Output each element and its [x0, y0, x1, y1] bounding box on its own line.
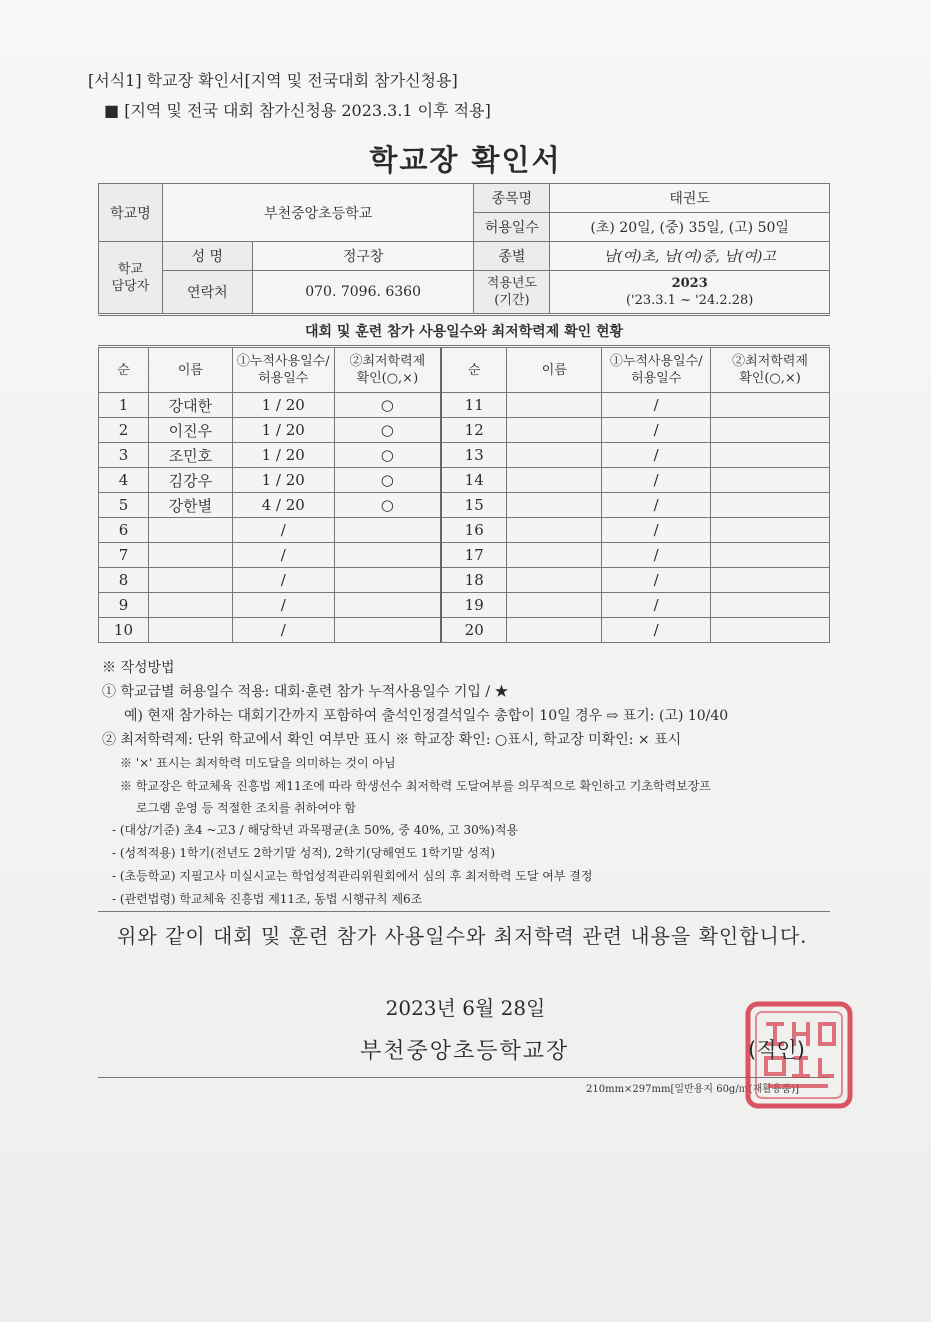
- row-check: [711, 518, 830, 543]
- year-value: 2023: [671, 276, 708, 291]
- row-name: [148, 593, 232, 618]
- header-acad-left-l2: 확인(○,×): [356, 371, 419, 386]
- row-no: 18: [441, 568, 507, 593]
- form-line: [서식1] 학교장 확인서[지역 및 전국대회 참가신청용]: [88, 71, 458, 90]
- row-days: /: [602, 468, 711, 493]
- allowed-days-value: (초) 20일, (중) 35일, (고) 50일: [550, 213, 830, 242]
- row-no: 12: [441, 418, 507, 443]
- row-name: [148, 568, 232, 593]
- row-no: 8: [99, 568, 149, 593]
- row-days: /: [232, 618, 334, 643]
- school-label: 학교명: [99, 184, 163, 242]
- row-name: [507, 393, 602, 418]
- header-name-left: 이름: [148, 348, 232, 393]
- row-days: /: [602, 443, 711, 468]
- row-days: /: [602, 543, 711, 568]
- row-name: [148, 543, 232, 568]
- row-check: [711, 393, 830, 418]
- period-value: ('23.3.1 ~ '24.2.28): [625, 293, 754, 308]
- phone-value: 070. 7096. 6360: [252, 271, 474, 314]
- row-days: /: [232, 543, 334, 568]
- header-days-left: [232, 348, 334, 393]
- row-name: [507, 568, 602, 593]
- row-name: 조민호: [148, 443, 232, 468]
- table-row: [99, 543, 830, 568]
- row-no: 10: [99, 618, 149, 643]
- principal-title: 부천중앙초등학교장: [360, 1039, 570, 1064]
- table-row: [99, 618, 830, 643]
- header-no-left: 순: [99, 348, 149, 393]
- table-row: [99, 568, 830, 593]
- row-name: 강한별: [148, 493, 232, 518]
- note-item-1-example: 예) 현재 참가하는 대회기간까지 포함하여 출석인정결석일수 총합이 10일 경우 ⇨ 표기: (고) 10/40: [124, 708, 729, 724]
- row-no: 3: [99, 443, 149, 468]
- divider: [98, 911, 830, 912]
- table-row: [99, 493, 830, 518]
- row-name: [507, 418, 602, 443]
- section-title-row: [98, 315, 830, 346]
- note-item-1: ① 학교급별 허용일수 적용: 대회·훈련 참가 누적사용일수 기입 / ★: [102, 684, 509, 700]
- info-table: [98, 183, 830, 314]
- row-no: 20: [441, 618, 507, 643]
- sport-label: 종목명: [474, 184, 550, 213]
- header-acad-left-l1: ②최저학력제: [349, 354, 426, 369]
- note-dash-1: - (대상/기준) 초4 ~고3 / 해당학년 과목평균(초 50%, 중 40%, 고 30%)적용: [112, 823, 519, 837]
- row-days: 4 / 20: [232, 493, 334, 518]
- table-row: [99, 593, 830, 618]
- row-no: 15: [441, 493, 507, 518]
- row-days: /: [232, 568, 334, 593]
- row-name: [507, 518, 602, 543]
- row-days: /: [602, 493, 711, 518]
- row-days: /: [602, 418, 711, 443]
- footer-divider: [98, 1077, 830, 1078]
- note-item-2: ② 최저학력제: 단위 학교에서 확인 여부만 표시 ※ 학교장 확인: ○표시, 학교장 미확인: × 표시: [102, 732, 682, 748]
- row-name: 이진우: [148, 418, 232, 443]
- header-days-right: [602, 348, 711, 393]
- row-no: 14: [441, 468, 507, 493]
- category-value: 남(여)초, 남(여)중, 남(여)고: [550, 242, 830, 271]
- issue-date: 2023년 6월 28일: [385, 996, 546, 1020]
- school-value: 부천중앙초등학교: [162, 184, 474, 242]
- contact-label-line2: 담당자: [111, 278, 150, 294]
- note-dash-4: - (관련법령) 학교체육 진흥법 제11조, 동법 시행규칙 제6조: [112, 892, 423, 906]
- row-no: 1: [99, 393, 149, 418]
- row-check: [334, 568, 441, 593]
- row-days: /: [602, 593, 711, 618]
- row-check: [711, 543, 830, 568]
- note-item-2-sub2a: ※ 학교장은 학교체육 진흥법 제11조에 따라 학생선수 최저학력 도달여부를 의무적으로 확인하고 기초학력보장프: [120, 779, 711, 793]
- note-item-2-sub2b: 로그램 운영 등 적절한 조치를 취하여야 함: [136, 801, 356, 815]
- contact-label-line1: 학교: [117, 261, 144, 277]
- row-name: [507, 618, 602, 643]
- header-days-right-l2: 허용일수: [631, 371, 682, 386]
- header-days-right-l1: ①누적사용일수/: [609, 354, 703, 369]
- notes-heading: ※ 작성방법: [102, 660, 175, 676]
- note-item-2-sub1: ※ '×' 표시는 최저학력 미도달을 의미하는 것이 아님: [120, 756, 396, 770]
- header-acad-right: [711, 348, 830, 393]
- row-days: /: [602, 518, 711, 543]
- name-value: 정구창: [252, 242, 474, 271]
- row-check: [711, 493, 830, 518]
- row-check: [334, 593, 441, 618]
- row-check: [711, 418, 830, 443]
- row-name: [507, 543, 602, 568]
- row-check: ○: [334, 468, 441, 493]
- header-acad-right-l1: ②최저학력제: [732, 354, 808, 369]
- table-row: [99, 443, 830, 468]
- student-list-table: [98, 347, 830, 643]
- row-days: /: [602, 618, 711, 643]
- row-check: ○: [334, 393, 441, 418]
- row-no: 13: [441, 443, 507, 468]
- row-days: 1 / 20: [232, 393, 334, 418]
- row-name: [148, 618, 232, 643]
- name-label: 성 명: [162, 242, 252, 271]
- header-days-left-l2: 허용일수: [258, 371, 309, 386]
- instructions: [102, 656, 842, 911]
- row-name: [507, 593, 602, 618]
- confirm-statement: 위와 같이 대회 및 훈련 참가 사용일수와 최저학력 관련 내용을 확인합니다.: [117, 924, 808, 948]
- row-no: 7: [99, 543, 149, 568]
- row-no: 11: [441, 393, 507, 418]
- row-check: [711, 593, 830, 618]
- table-row: [99, 393, 830, 418]
- row-check: [334, 543, 441, 568]
- list-header-row: [99, 348, 830, 393]
- table-row: [99, 518, 830, 543]
- phone-label: 연락처: [162, 271, 252, 314]
- row-no: 9: [99, 593, 149, 618]
- year-label: [474, 271, 550, 314]
- row-check: [711, 618, 830, 643]
- scope-line: ■ [지역 및 전국 대회 참가신청용 2023.3.1 이후 적용]: [104, 101, 491, 120]
- row-check: [711, 468, 830, 493]
- year-label-line2: (기간): [494, 293, 530, 308]
- table-row: [99, 418, 830, 443]
- row-check: [711, 568, 830, 593]
- note-dash-3: - (초등학교) 지필고사 미실시교는 학업성적관리위원회에서 심의 후 최저학력 도달 여부 결정: [112, 869, 593, 883]
- row-days: /: [232, 593, 334, 618]
- row-name: 강대한: [148, 393, 232, 418]
- header-name-right: 이름: [507, 348, 602, 393]
- row-check: [334, 618, 441, 643]
- allowed-days-label: 허용일수: [474, 213, 550, 242]
- header-days-left-l1: ①누적사용일수/: [236, 354, 330, 369]
- header-acad-left: [334, 348, 441, 393]
- contact-label: [99, 242, 163, 314]
- row-no: 6: [99, 518, 149, 543]
- category-label: 종별: [474, 242, 550, 271]
- row-name: [148, 518, 232, 543]
- row-name: [507, 468, 602, 493]
- year-label-line1: 적용년도: [486, 276, 538, 291]
- row-days: 1 / 20: [232, 468, 334, 493]
- document-title: 학교장 확인서: [369, 143, 562, 177]
- row-days: /: [602, 568, 711, 593]
- row-days: /: [232, 518, 334, 543]
- row-check: ○: [334, 493, 441, 518]
- row-check: ○: [334, 443, 441, 468]
- row-days: /: [602, 393, 711, 418]
- row-days: 1 / 20: [232, 443, 334, 468]
- table-row: [99, 468, 830, 493]
- header-acad-right-l2: 확인(○,×): [739, 371, 801, 386]
- row-days: 1 / 20: [232, 418, 334, 443]
- row-no: 2: [99, 418, 149, 443]
- row-no: 17: [441, 543, 507, 568]
- row-no: 4: [99, 468, 149, 493]
- section-title: 대회 및 훈련 참가 사용일수와 최저학력제 확인 현황: [98, 316, 830, 346]
- row-name: 김강우: [148, 468, 232, 493]
- note-dash-2: - (성적적용) 1학기(전년도 2학기말 성적), 2학기(당해연도 1학기말 성적): [112, 846, 496, 860]
- row-name: [507, 493, 602, 518]
- paper-spec: 210mm×297mm[일반용지 60g/㎡(재활용품)]: [586, 1084, 800, 1095]
- sport-value: 태권도: [550, 184, 830, 213]
- header-no-right: 순: [441, 348, 507, 393]
- row-name: [507, 443, 602, 468]
- seal-label: (직인): [748, 1038, 805, 1062]
- row-no: 16: [441, 518, 507, 543]
- row-check: ○: [334, 418, 441, 443]
- row-check: [334, 518, 441, 543]
- row-no: 5: [99, 493, 149, 518]
- year-cell: [550, 271, 830, 314]
- row-check: [711, 443, 830, 468]
- row-no: 19: [441, 593, 507, 618]
